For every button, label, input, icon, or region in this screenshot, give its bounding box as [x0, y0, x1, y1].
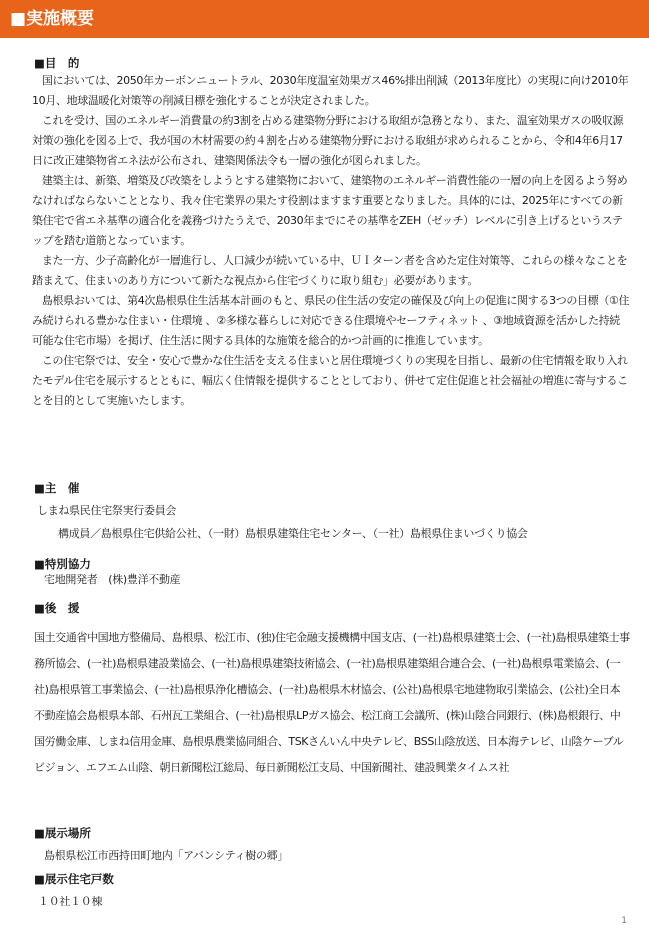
purpose-paragraph: また一方、少子高齢化が一層進行し、人口減少が続いている中、ＵＩターン者を含めた定住対策等、これらの様々なことを踏まえて、住まいのあり方について新たな視点から住宅づくりに取り組む」必要があります。 — [32, 254, 628, 287]
organizer-name: しまね県民住宅祭実行委員会 — [37, 504, 177, 517]
organizer-heading: ■主 催 — [34, 481, 80, 495]
purpose-paragraph: 建築主は、新築、増築及び改築をしようとする建築物において、建築物のエネルギー消費性能の一層の向上を図るよう努めなければならないこととなり、我々住宅業界の果たす役割はますます重要となりました。具体的には、2025年にすべての新築住宅で省エネ基準の適合化を義務づけたうえで、2030年までにその基準をZEH（ゼッチ）レベルに引き上げるというステップを踏む道筋となっています。 — [32, 174, 628, 247]
section-title-banner: ■実施概要 — [0, 0, 649, 38]
houses-text: １０社１０棟 — [38, 895, 103, 908]
purpose-paragraph: これを受け、国のエネルギー消費量の約3割を占める建築物分野における取組が急務となり、また、温室効果ガスの吸収源対策の強化を図る上で、我が国の木材需要の約４割を占める建築物分野における取組が求められることから、令和4年6月17日に改正建築物省エネ法が公布され、建築関係法令も一層の強化が図られました。 — [32, 114, 624, 167]
purpose-paragraph: 島根県おいては、第4次島根県住生活基本計画のもと、県民の住生活の安定の確保及び向上の促進に関する3つの目標（①住み続けられる豊かな住まい・住環境 、②多様な暮らしに対応できる住環境やセーフティネット 、③地域資源を活かした持続可能な住宅市場）を掲げ、住生活に関する具体的な施策を総合的かつ計画的に推進しています。 — [32, 294, 630, 347]
support-heading: ■後 援 — [34, 601, 80, 615]
purpose-paragraph: 国においては、2050年カーボンニュートラル、2030年度温室効果ガス46%排出削減（2013年度比）の実現に向け2010年10月、地球温暖化対策等の削減目標を強化することが決定されました。 — [32, 74, 629, 107]
cooperation-heading: ■特別協力 — [34, 557, 91, 571]
support-list: 国土交通省中国地方整備局、島根県、松江市、(独)住宅金融支援機構中国支店、(一社)島根県建築士会、(一社)島根県建築士事務所協会、(一社)島根県建設業協会、(一社)島根県建築技術協会、(一社)島根県建築組合連合会、(一社)島根県電業協会、(一社)島根県管工事業協会、(一社)島根県浄化槽協会、(一社)島根県木材協会、(公社)島根県宅地建物取引業協会、(公社)全日本不動産協会島根県本部、石州瓦工業組合、(一社)島根県LPガス協会、松江商工会議所、(株)山陰合同銀行、(株)島根銀行、中国労働金庫、しまね信用金庫、島根県農業協同組合、TSKさんいん中央テレビ、BSS山陰放送、日本海テレビ、山陰ケーブルビジョン、エフエム山陰、朝日新聞松江総局、毎日新聞松江支局、中国新聞社、建設興業タイムス社 — [34, 631, 630, 774]
cooperation-text: 宅地開発者 (株)豊洋不動産 — [44, 573, 181, 586]
houses-heading: ■展示住宅戸数 — [34, 872, 114, 886]
organizer-members: 構成員／島根県住宅供給公社、（一財）島根県建築住宅センター、（一社）島根県住まいづくり協会 — [58, 527, 528, 540]
purpose-body — [32, 71, 630, 411]
venue-text: 島根県松江市西持田町地内「アバンシティ樹の郷」 — [44, 849, 289, 862]
purpose-heading: ■目 的 — [34, 56, 80, 70]
venue-heading: ■展示場所 — [34, 826, 91, 840]
page-number: 1 — [621, 916, 627, 926]
purpose-paragraph: この住宅祭では、安全・安心で豊かな住生活を支える住まいと居住環境づくりの実現を目指し、最新の住宅情報を取り入れたモデル住宅を展示するとともに、幅広く住情報を提供することとしており、併せて定住促進と社会福祉の増進に寄与することを目的として実施いたします。 — [32, 354, 628, 407]
